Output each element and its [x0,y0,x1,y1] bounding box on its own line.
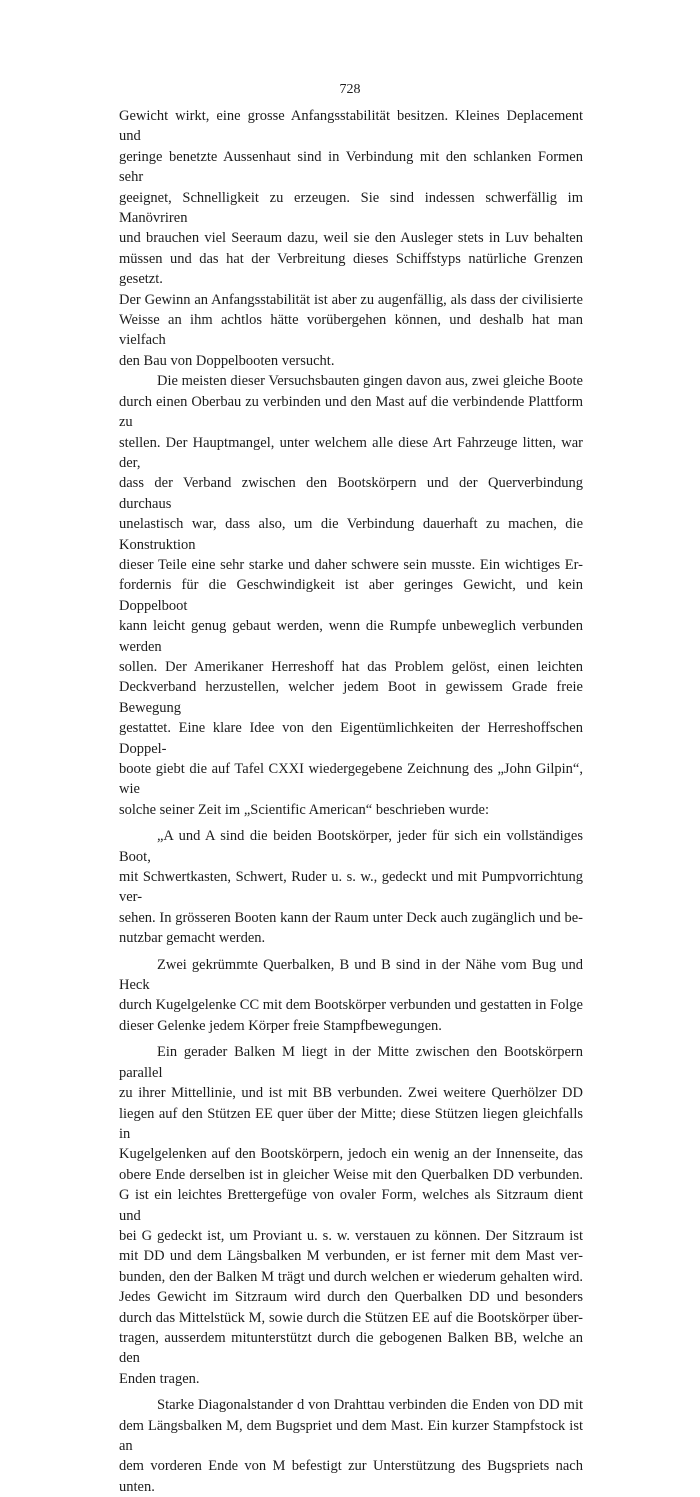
paragraph [119,371,583,820]
paragraph [119,106,583,371]
text-line: Jedes Gewicht im Sitzraum wird durch den Querbalken DD und besonders [119,1289,583,1306]
text-line: Die meisten dieser Versuchsbauten gingen davon aus, zwei gleiche Boote [157,373,583,390]
text-line: dass der Verband zwischen den Bootskörpern und der Querverbindung durchaus [119,475,583,512]
paragraph [119,1042,583,1389]
text-line: Kugelgelenken auf den Bootskörpern, jedoch ein wenig an der Innenseite, das [119,1146,583,1163]
text-line: nutzbar gemacht werden. [119,930,266,947]
paragraph [119,1395,583,1497]
text-line: mit DD und dem Längsbalken M verbunden, er ist ferner mit dem Mast ver- [119,1248,583,1265]
text-line: stellen. Der Hauptmangel, unter welchem alle diese Art Fahrzeuge litten, war der, [119,434,583,471]
text-line: dem vorderen Ende von M befestigt zur Unterstützung des Bugspriets nach unten. [119,1458,583,1495]
text-line: boote giebt die auf Tafel CXXI wiedergegebene Zeichnung des „John Gilpin“, wie [119,761,583,798]
text-line: durch Kugelgelenke CC mit dem Bootskörper verbunden und gestatten in Folge [119,997,583,1014]
text-line: gestattet. Eine klare Idee von den Eigentümlichkeiten der Herreshoffschen Doppel- [119,720,583,757]
text-line: Gewicht wirkt, eine grosse Anfangsstabilität besitzen. Kleines Deplacement und [119,108,583,145]
text-line: obere Ende derselben ist in gleicher Weise mit den Querbalken DD verbunden. [119,1166,583,1183]
text-line: mit Schwertkasten, Schwert, Ruder u. s. w., gedeckt und mit Pumpvorrichtung ver- [119,869,583,906]
text-line: Enden tragen. [119,1370,200,1387]
text-line: sehen. In grösseren Booten kann der Raum unter Deck auch zugänglich und be- [119,909,583,926]
text-line: und brauchen viel Seeraum dazu, weil sie den Ausleger stets in Luv behalten [119,230,583,247]
text-line: „A und A sind die beiden Bootskörper, jeder für sich ein vollständiges Boot, [119,828,583,865]
text-line: Der Gewinn an Anfangsstabilität ist aber zu augenfällig, als dass der civilisierte [119,291,583,308]
text-line: unelastisch war, dass also, um die Verbindung dauerhaft zu machen, die Konstruktion [119,516,583,553]
text-line: müssen und das hat der Verbreitung dieses Schiffstyps natürliche Grenzen gesetzt. [119,250,583,288]
text-line: solche seiner Zeit im „Scientific American“ beschrieben wurde: [119,801,490,818]
text-line: G ist ein leichtes Brettergefüge von ovaler Form, welches als Sitzraum dient und [119,1187,583,1224]
text-line: kann leicht genug gebaut werden, wenn die Rumpfe unbeweglich verbunden werden [119,618,583,655]
text-line: durch einen Oberbau zu verbinden und den Mast auf die verbindende Plattform zu [119,393,583,431]
text-line: bei G gedeckt ist, um Proviant u. s. w. verstauen zu können. Der Sitzraum ist [119,1227,583,1244]
text-line: fordernis für die Geschwindigkeit ist aber geringes Gewicht, und kein Doppelboot [119,577,583,614]
text-line: zu ihrer Mittellinie, und ist mit BB verbunden. Zwei weitere Querhölzer DD [119,1085,583,1102]
text-line: dieser Gelenke jedem Körper freie Stampfbewegungen. [119,1017,442,1034]
text-line: bunden, den der Balken M trägt und durch welchen er wiederum gehalten wird. [119,1268,583,1285]
text-line: dem Längsbalken M, dem Bugspriet und dem Mast. Ein kurzer Stampfstock ist an [119,1417,583,1454]
text-line: tragen, ausserdem mitunterstützt durch die gebogenen Balken BB, welche an den [119,1329,583,1367]
text-line: Weisse an ihm achtlos hätte vorübergehen können, und deshalb hat man vielfach [119,312,583,349]
text-line: den Bau von Doppelbooten versucht. [119,352,335,369]
text-line: liegen auf den Stützen EE quer über der Mitte; diese Stützen liegen gleichfalls in [119,1105,583,1142]
text-line: Starke Diagonalstander d von Drahttau verbinden die Enden von DD mit [157,1397,583,1414]
text-line: geeignet, Schnelligkeit zu erzeugen. Sie sind indessen schwerfällig im Manövriren [119,189,583,227]
paragraph [119,826,583,948]
text-line: Deckverband herzustellen, welcher jedem Boot in gewissem Grade freie Bewegung [119,679,583,716]
text-line: geringe benetzte Aussenhaut sind in Verbindung mit den schlanken Formen sehr [119,148,583,186]
body-text [119,106,583,1497]
page-number: 728 [339,82,361,97]
text-line: sollen. Der Amerikaner Herreshoff hat das Problem gelöst, einen leichten [119,658,583,675]
text-line: dieser Teile eine sehr starke und daher schwere sein musste. Ein wichtiges Er- [119,556,583,573]
text-line: Ein gerader Balken M liegt in der Mitte zwischen den Bootskörpern parallel [119,1044,583,1081]
text-line: Zwei gekrümmte Querbalken, B und B sind in der Nähe vom Bug und Heck [119,956,583,994]
paragraph [119,955,583,1037]
text-line: durch das Mittelstück M, sowie durch die Stützen EE auf die Bootskörper über- [119,1309,583,1326]
